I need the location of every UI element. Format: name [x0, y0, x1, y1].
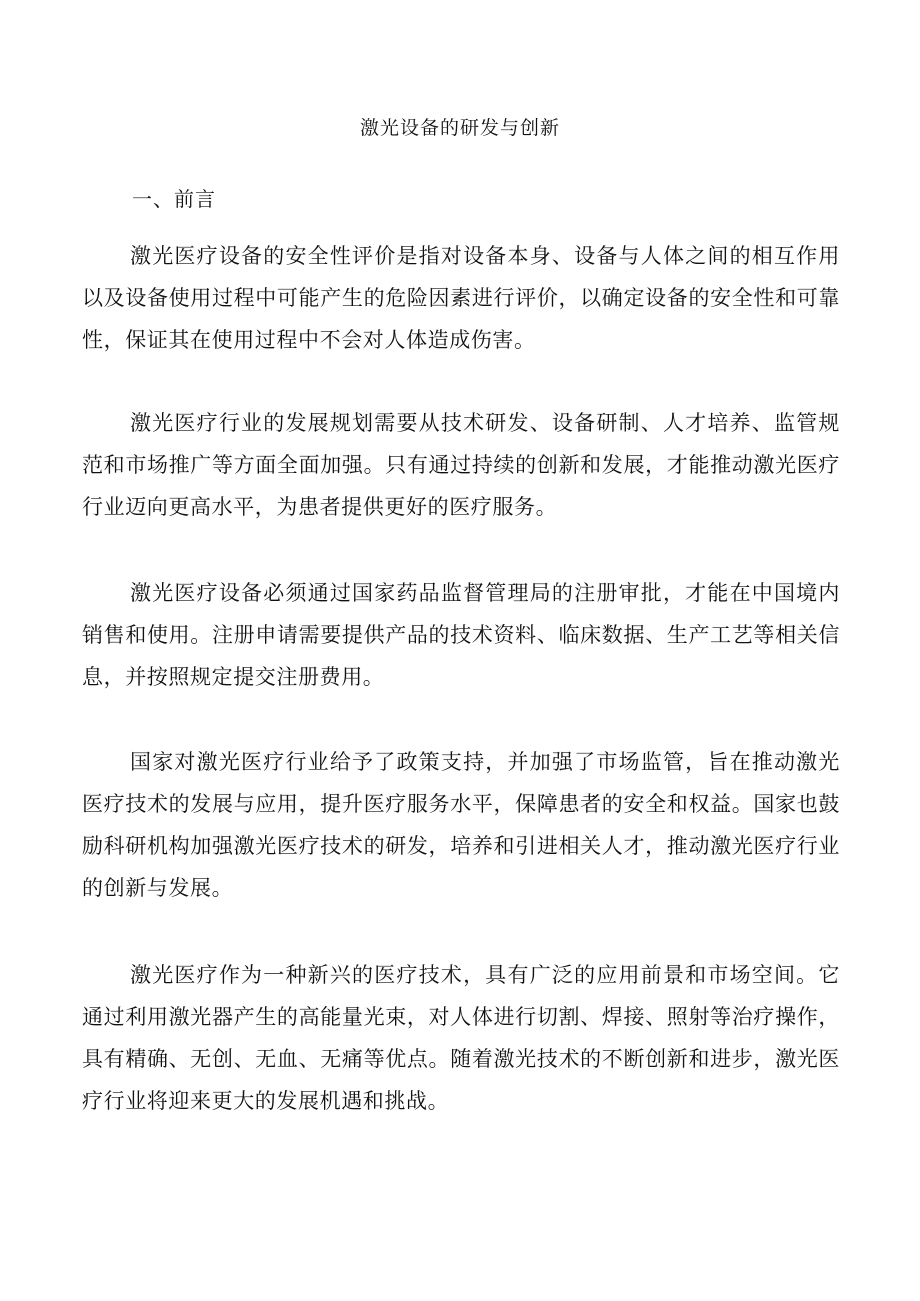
paragraph-safety-evaluation: 激光医疗设备的安全性评价是指对设备本身、设备与人体之间的相互作用以及设备使用过程中可能产生的危险因素进行评价，以确定设备的安全性和可靠性，保证其在使用过程中不会对人体造成伤害。: [82, 244, 840, 352]
document-title: 激光设备的研发与创新: [359, 117, 560, 139]
section-heading-preface: 一、前言: [132, 187, 216, 211]
paragraph-market-prospects: 激光医疗作为一种新兴的医疗技术，具有广泛的应用前景和市场空间。它通过利用激光器产生的高能量光束，对人体进行切割、焊接、照射等治疗操作，具有精确、无创、无血、无痛等优点。随着激光技术的不断创新和进步，激光医疗行业将迎来更大的发展机遇和挑战。: [82, 963, 840, 1113]
paragraph-development-plan: 激光医疗行业的发展规划需要从技术研发、设备研制、人才培养、监管规范和市场推广等方面全面加强。只有通过持续的创新和发展，才能推动激光医疗行业迈向更高水平，为患者提供更好的医疗服务。: [82, 411, 840, 519]
paragraph-registration-approval: 激光医疗设备必须通过国家药品监督管理局的注册审批，才能在中国境内销售和使用。注册申请需要提供产品的技术资料、临床数据、生产工艺等相关信息，并按照规定提交注册费用。: [82, 581, 840, 689]
paragraph-policy-support: 国家对激光医疗行业给予了政策支持，并加强了市场监管，旨在推动激光医疗技术的发展与应用，提升医疗服务水平，保障患者的安全和权益。国家也鼓励科研机构加强激光医疗技术的研发，培养和引进相关人才，推动激光医疗行业的创新与发展。: [82, 750, 840, 900]
